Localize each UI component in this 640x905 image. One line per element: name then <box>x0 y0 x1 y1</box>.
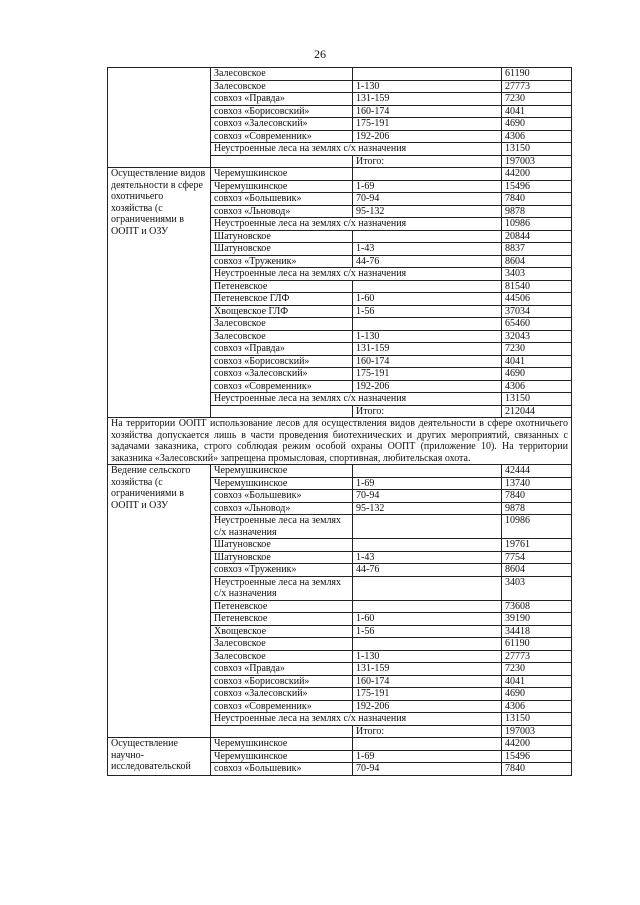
area-value-cell: 44506 <box>502 293 572 306</box>
district-name-cell <box>211 405 353 418</box>
district-name-cell: Петеневское ГЛФ <box>211 293 353 306</box>
area-value-cell: 37034 <box>502 305 572 318</box>
quarter-range-cell: 160-174 <box>353 675 502 688</box>
district-name-cell: совхоз «Залесовский» <box>211 368 353 381</box>
area-value-cell: 4041 <box>502 355 572 368</box>
quarter-range-cell: 192-206 <box>353 130 502 143</box>
area-value-cell: 34418 <box>502 625 572 638</box>
district-name-cell: Залесовское <box>211 68 353 81</box>
area-value-cell: 61190 <box>502 68 572 81</box>
quarter-range-cell: 175-191 <box>353 688 502 701</box>
quarter-range-cell <box>353 465 502 478</box>
district-name-cell: Шатуновское <box>211 230 353 243</box>
quarter-range-cell <box>353 576 502 600</box>
quarter-range-cell: 95-132 <box>353 502 502 515</box>
area-value-cell: 4690 <box>502 368 572 381</box>
district-name-cell: Залесовское <box>211 638 353 651</box>
quarter-range-cell <box>353 638 502 651</box>
area-value-cell: 10986 <box>502 515 572 539</box>
quarter-range-cell: 1-130 <box>353 330 502 343</box>
quarter-range-cell <box>353 168 502 181</box>
quarter-range-cell: Итого: <box>353 405 502 418</box>
district-name-cell: Черемушкинское <box>211 465 353 478</box>
district-name-cell: Шатуновское <box>211 243 353 256</box>
area-value-cell: 44200 <box>502 738 572 751</box>
district-name-cell: Неустроенные леса на землях с/х назначения <box>211 393 502 406</box>
area-value-cell: 7840 <box>502 763 572 776</box>
area-value-cell: 4690 <box>502 118 572 131</box>
district-name-cell: Неустроенные леса на землях с/х назначения <box>211 713 502 726</box>
quarter-range-cell: 1-60 <box>353 293 502 306</box>
quarter-range-cell: 1-69 <box>353 477 502 490</box>
quarter-range-cell: 44-76 <box>353 255 502 268</box>
district-name-cell: Петеневское <box>211 613 353 626</box>
district-name-cell: Петеневское <box>211 280 353 293</box>
area-value-cell: 4306 <box>502 700 572 713</box>
area-value-cell: 4306 <box>502 130 572 143</box>
district-name-cell: совхоз «Борисовский» <box>211 105 353 118</box>
area-value-cell: 27773 <box>502 650 572 663</box>
area-value-cell: 4041 <box>502 675 572 688</box>
note-text: На территории ООПТ использование лесов для осуществления видов деятельности в сфере охотничьего хозяйства допускается лишь в части проведения биотехнических и других мероприятий, связанных с задачами заказника, строго соблюдая режим особой охраны ООПТ (приложение 10). На территории заказника «Залесовский» запрещена промысловая, спортивная, любительская охота. <box>108 418 572 465</box>
area-value-cell: 13150 <box>502 143 572 156</box>
quarter-range-cell <box>353 280 502 293</box>
quarter-range-cell <box>353 600 502 613</box>
quarter-range-cell: 70-94 <box>353 193 502 206</box>
activity-cell: Ведение сельского хозяйства (с ограничениями в ООПТ и ОЗУ <box>108 465 211 738</box>
district-name-cell: Черемушкинское <box>211 168 353 181</box>
area-value-cell: 20844 <box>502 230 572 243</box>
activity-cell: Осуществление видов деятельности в сфере охотничьего хозяйства (с ограничениями в ООПТ и ОЗУ <box>108 168 211 418</box>
quarter-range-cell: 1-69 <box>353 180 502 193</box>
note-row <box>108 418 572 465</box>
quarter-range-cell <box>353 539 502 552</box>
district-name-cell: совхоз «Большевик» <box>211 490 353 503</box>
activity-cell <box>108 68 211 168</box>
area-value-cell: 7840 <box>502 490 572 503</box>
district-name-cell: совхоз «Большевик» <box>211 193 353 206</box>
quarter-range-cell: 131-159 <box>353 343 502 356</box>
quarter-range-cell: 175-191 <box>353 118 502 131</box>
area-value-cell: 15496 <box>502 180 572 193</box>
area-value-cell: 13740 <box>502 477 572 490</box>
area-value-cell: 7754 <box>502 551 572 564</box>
district-name-cell: Хвощевское <box>211 625 353 638</box>
area-value-cell: 15496 <box>502 750 572 763</box>
area-value-cell: 4690 <box>502 688 572 701</box>
quarter-range-cell: 1-43 <box>353 551 502 564</box>
district-name-cell: Шатуновское <box>211 539 353 552</box>
district-name-cell: совхоз «Правда» <box>211 343 353 356</box>
quarter-range-cell: 70-94 <box>353 763 502 776</box>
district-name-cell: Неустроенные леса на землях с/х назначения <box>211 143 502 156</box>
district-name-cell: Черемушкинское <box>211 180 353 193</box>
quarter-range-cell: 70-94 <box>353 490 502 503</box>
district-name-cell: совхоз «Правда» <box>211 663 353 676</box>
quarter-range-cell: 175-191 <box>353 368 502 381</box>
page-number: 26 <box>314 47 326 61</box>
area-value-cell: 7230 <box>502 343 572 356</box>
district-name-cell: совхоз «Современник» <box>211 130 353 143</box>
area-value-cell: 13150 <box>502 713 572 726</box>
area-value-cell: 73608 <box>502 600 572 613</box>
area-value-cell: 8604 <box>502 255 572 268</box>
district-name-cell: Залесовское <box>211 80 353 93</box>
area-value-cell: 9878 <box>502 205 572 218</box>
quarter-range-cell: Итого: <box>353 725 502 738</box>
area-value-cell: 7230 <box>502 663 572 676</box>
quarter-range-cell <box>353 738 502 751</box>
quarter-range-cell: 1-130 <box>353 650 502 663</box>
table-row <box>108 738 572 751</box>
district-name-cell <box>211 725 353 738</box>
district-name-cell: Черемушкинское <box>211 477 353 490</box>
district-name-cell: совхоз «Залесовский» <box>211 118 353 131</box>
forest-use-table <box>107 67 572 776</box>
area-value-cell: 39190 <box>502 613 572 626</box>
district-name-cell: Черемушкинское <box>211 750 353 763</box>
quarter-range-cell: 1-56 <box>353 305 502 318</box>
quarter-range-cell: 160-174 <box>353 355 502 368</box>
district-name-cell: Черемушкинское <box>211 738 353 751</box>
area-value-cell: 10986 <box>502 218 572 231</box>
district-name-cell: совхоз «Современник» <box>211 380 353 393</box>
area-value-cell: 212044 <box>502 405 572 418</box>
area-value-cell: 13150 <box>502 393 572 406</box>
quarter-range-cell: 160-174 <box>353 105 502 118</box>
quarter-range-cell <box>353 68 502 81</box>
quarter-range-cell <box>353 318 502 331</box>
area-value-cell: 197003 <box>502 725 572 738</box>
district-name-cell: Залесовское <box>211 650 353 663</box>
quarter-range-cell: 1-56 <box>353 625 502 638</box>
area-value-cell: 4306 <box>502 380 572 393</box>
table-row <box>108 465 572 478</box>
quarter-range-cell <box>353 230 502 243</box>
district-name-cell: Неустроенные леса на землях с/х назначения <box>211 218 502 231</box>
area-value-cell: 3403 <box>502 268 572 281</box>
district-name-cell <box>211 155 353 168</box>
area-value-cell: 197003 <box>502 155 572 168</box>
activity-cell: Осуществление научно-исследовательской <box>108 738 211 776</box>
quarter-range-cell: 131-159 <box>353 93 502 106</box>
table-row <box>108 168 572 181</box>
district-name-cell: совхоз «Борисовский» <box>211 355 353 368</box>
quarter-range-cell: 192-206 <box>353 700 502 713</box>
area-value-cell: 19761 <box>502 539 572 552</box>
quarter-range-cell: 1-69 <box>353 750 502 763</box>
district-name-cell: совхоз «Большевик» <box>211 763 353 776</box>
quarter-range-cell: 95-132 <box>353 205 502 218</box>
district-name-cell: совхоз «Правда» <box>211 93 353 106</box>
district-name-cell: совхоз «Борисовский» <box>211 675 353 688</box>
table-row <box>108 68 572 81</box>
quarter-range-cell <box>353 515 502 539</box>
area-value-cell: 65460 <box>502 318 572 331</box>
area-value-cell: 7230 <box>502 93 572 106</box>
district-name-cell: Залесовское <box>211 330 353 343</box>
district-name-cell: Шатуновское <box>211 551 353 564</box>
area-value-cell: 9878 <box>502 502 572 515</box>
quarter-range-cell: 1-43 <box>353 243 502 256</box>
area-value-cell: 61190 <box>502 638 572 651</box>
district-name-cell: Хвощевское ГЛФ <box>211 305 353 318</box>
quarter-range-cell: 192-206 <box>353 380 502 393</box>
district-name-cell: Неустроенные леса на землях с/х назначения <box>211 515 353 539</box>
quarter-range-cell: 1-130 <box>353 80 502 93</box>
quarter-range-cell: Итого: <box>353 155 502 168</box>
district-name-cell: совхоз «Залесовский» <box>211 688 353 701</box>
area-value-cell: 42444 <box>502 465 572 478</box>
quarter-range-cell: 1-60 <box>353 613 502 626</box>
area-value-cell: 32043 <box>502 330 572 343</box>
quarter-range-cell: 44-76 <box>353 564 502 577</box>
district-name-cell: Залесовское <box>211 318 353 331</box>
district-name-cell: совхоз «Труженик» <box>211 564 353 577</box>
quarter-range-cell: 131-159 <box>353 663 502 676</box>
district-name-cell: совхоз «Труженик» <box>211 255 353 268</box>
district-name-cell: Неустроенные леса на землях с/х назначения <box>211 576 353 600</box>
district-name-cell: Неустроенные леса на землях с/х назначения <box>211 268 502 281</box>
district-name-cell: совхоз «Льновод» <box>211 205 353 218</box>
area-value-cell: 7840 <box>502 193 572 206</box>
area-value-cell: 8837 <box>502 243 572 256</box>
district-name-cell: Петеневское <box>211 600 353 613</box>
area-value-cell: 44200 <box>502 168 572 181</box>
area-value-cell: 4041 <box>502 105 572 118</box>
area-value-cell: 81540 <box>502 280 572 293</box>
area-value-cell: 8604 <box>502 564 572 577</box>
district-name-cell: совхоз «Льновод» <box>211 502 353 515</box>
area-value-cell: 3403 <box>502 576 572 600</box>
district-name-cell: совхоз «Современник» <box>211 700 353 713</box>
area-value-cell: 27773 <box>502 80 572 93</box>
